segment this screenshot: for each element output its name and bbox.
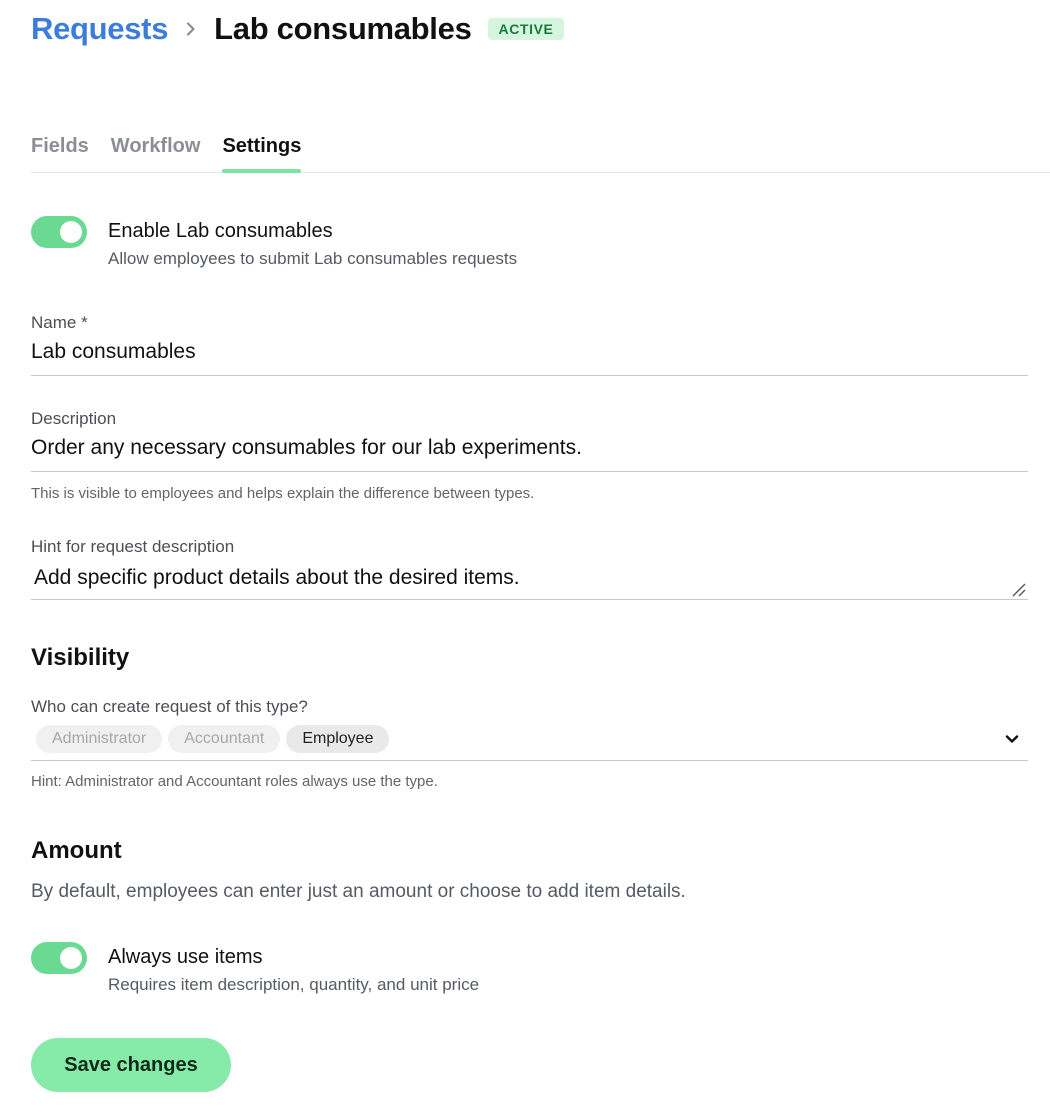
toggle-knob	[60, 221, 82, 243]
hint-label: Hint for request description	[31, 537, 235, 556]
name-label: Name *	[31, 313, 88, 332]
hint-textarea[interactable]	[31, 564, 1028, 596]
items-toggle-title: Always use items	[108, 946, 263, 968]
description-help-text: This is visible to employees and helps explain the difference between types.	[31, 485, 535, 502]
description-field[interactable]	[31, 436, 1028, 460]
enable-toggle-subtitle: Allow employees to submit Lab consumables requests	[108, 249, 518, 268]
hint-field-wrapper	[31, 564, 1028, 600]
resize-handle-icon[interactable]	[1012, 583, 1026, 597]
always-use-items-toggle[interactable]	[31, 942, 87, 974]
name-field-wrapper	[31, 340, 1028, 376]
items-toggle-subtitle: Requires item description, quantity, and unit price	[108, 975, 480, 994]
enable-type-toggle[interactable]	[31, 216, 87, 248]
role-chip-accountant[interactable]: Accountant	[168, 725, 280, 753]
tab-fields[interactable]: Fields	[31, 135, 89, 157]
chevron-down-icon[interactable]	[1005, 732, 1019, 746]
page-title: Lab consumables	[214, 11, 472, 46]
amount-heading: Amount	[31, 837, 122, 864]
status-badge: ACTIVE	[488, 18, 565, 40]
role-chip-employee[interactable]: Employee	[286, 725, 389, 753]
description-field-wrapper	[31, 436, 1028, 472]
visibility-hint: Hint: Administrator and Accountant roles always use the type.	[31, 773, 438, 790]
enable-toggle-title: Enable Lab consumables	[108, 220, 333, 242]
visibility-heading: Visibility	[31, 644, 130, 671]
name-field[interactable]	[31, 340, 1028, 364]
role-chip-administrator[interactable]: Administrator	[36, 725, 162, 753]
role-chips	[36, 725, 389, 753]
tab-workflow[interactable]: Workflow	[110, 135, 201, 157]
toggle-knob	[60, 947, 82, 969]
description-label: Description	[31, 409, 117, 428]
tab-settings[interactable]: Settings	[222, 128, 301, 172]
chevron-right-icon	[186, 22, 196, 36]
tab-bar	[31, 128, 1050, 173]
breadcrumb	[31, 8, 564, 50]
breadcrumb-requests-link[interactable]: Requests	[31, 11, 169, 46]
save-button[interactable]: Save changes	[31, 1038, 231, 1092]
roles-select[interactable]	[31, 722, 1028, 761]
amount-description: By default, employees can enter just an amount or choose to add item details.	[31, 881, 686, 902]
visibility-question: Who can create request of this type?	[31, 697, 308, 716]
